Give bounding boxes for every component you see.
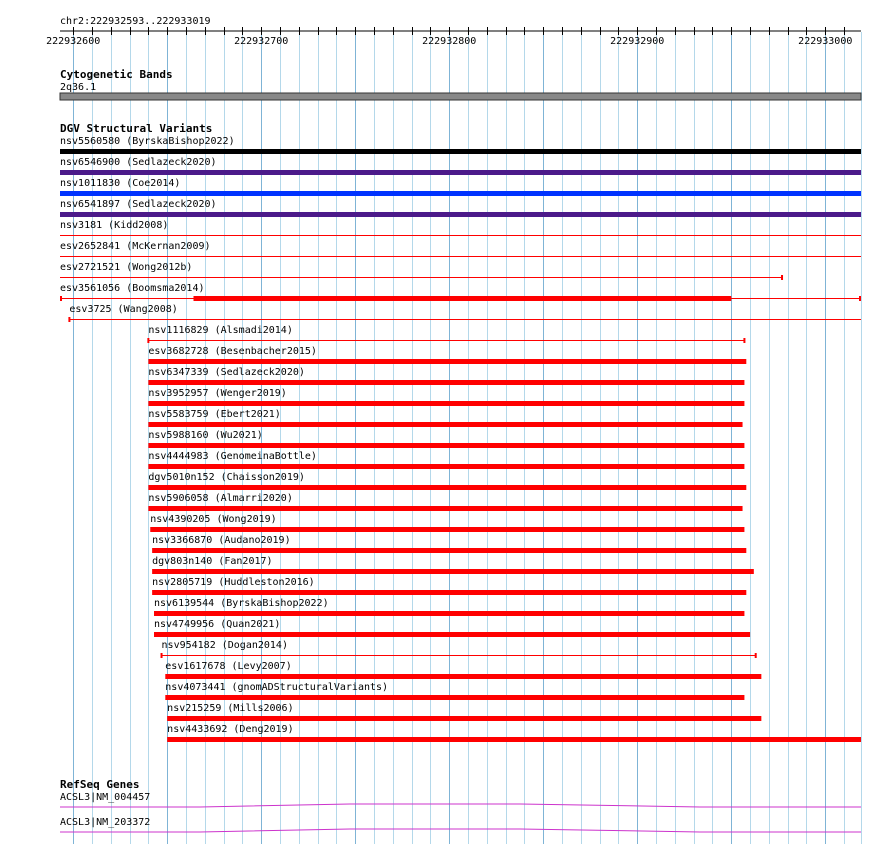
dgv-variant[interactable]	[150, 514, 744, 532]
variant-label: dgv803n140 (Fan2017)	[152, 556, 273, 567]
variant-bar[interactable]	[154, 611, 744, 616]
gene-label: ACSL3|NM_203372	[60, 817, 151, 828]
dgv-variant[interactable]	[60, 283, 861, 301]
variant-label: nsv5906058 (Almarri2020)	[148, 493, 293, 504]
variant-label: nsv5988160 (Wu2021)	[148, 430, 263, 441]
variant-label: nsv4749956 (Quan2021)	[154, 619, 281, 630]
dgv-variant[interactable]	[148, 409, 742, 427]
variant-thick-segment[interactable]	[194, 296, 732, 301]
ruler-label: 222932700	[234, 36, 289, 47]
dgv-variant[interactable]	[148, 388, 744, 406]
variant-end-cap	[743, 338, 745, 343]
variant-label: nsv5560580 (ByrskaBishop2022)	[60, 136, 235, 147]
variant-label: nsv5583759 (Ebert2021)	[148, 409, 281, 420]
variant-bar[interactable]	[60, 212, 861, 217]
variant-label: esv2721521 (Wong2012b)	[60, 262, 193, 273]
track-title-cytobands: Cytogenetic Bands	[60, 68, 173, 81]
ruler-label: 222932900	[610, 36, 665, 47]
variant-end-cap	[755, 653, 757, 658]
dgv-variant[interactable]	[68, 304, 861, 322]
variant-bar[interactable]	[148, 401, 744, 406]
variant-label: nsv4073441 (gnomADStructuralVariants)	[165, 682, 389, 693]
variant-end-cap	[68, 317, 70, 322]
dgv-structural-variants-track	[60, 122, 861, 742]
dgv-variant[interactable]	[60, 220, 861, 236]
variant-end-cap	[859, 296, 861, 301]
ruler-label: 222932600	[46, 36, 101, 47]
dgv-variant[interactable]	[165, 661, 761, 679]
dgv-variant[interactable]	[60, 136, 861, 154]
ruler-label: 222932800	[422, 36, 477, 47]
variant-label: nsv4444983 (GenomeinaBottle)	[148, 451, 317, 462]
variant-bar[interactable]	[148, 443, 744, 448]
dgv-variant[interactable]	[165, 682, 744, 700]
variant-bar[interactable]	[167, 716, 761, 721]
variant-label: dgv5010n152 (Chaisson2019)	[148, 472, 305, 483]
variant-bar[interactable]	[148, 380, 744, 385]
dgv-variant[interactable]	[161, 640, 757, 658]
variant-bar[interactable]	[150, 527, 744, 532]
variant-label: nsv4433692 (Deng2019)	[167, 724, 294, 735]
variant-bar[interactable]	[148, 464, 744, 469]
variant-bar[interactable]	[148, 506, 742, 511]
variant-label: esv1617678 (Levy2007)	[165, 661, 292, 672]
gene-line[interactable]	[60, 804, 861, 807]
variant-end-cap	[60, 296, 62, 301]
variant-bar[interactable]	[152, 590, 746, 595]
variant-label: nsv4390205 (Wong2019)	[150, 514, 277, 525]
dgv-variant[interactable]	[60, 199, 861, 217]
refseq-gene[interactable]	[60, 792, 861, 807]
variant-label: nsv6347339 (Sedlazeck2020)	[148, 367, 305, 378]
dgv-variant[interactable]	[167, 724, 861, 742]
variant-label: nsv1116829 (Alsmadi2014)	[148, 325, 293, 336]
dgv-variant[interactable]	[152, 556, 754, 574]
gene-label: ACSL3|NM_004457	[60, 792, 151, 803]
variant-label: nsv3952957 (Wenger2019)	[148, 388, 287, 399]
location-label: chr2:222932593..222933019	[60, 16, 211, 27]
cytogenetic-bands-track	[60, 68, 861, 100]
variant-label: esv3725 (Wang2008)	[69, 304, 178, 315]
ruler	[46, 16, 861, 47]
band-label: 2q36.1	[60, 82, 97, 93]
dgv-variant[interactable]	[148, 430, 744, 448]
variant-bar[interactable]	[60, 191, 861, 196]
variant-bar[interactable]	[154, 632, 750, 637]
variant-bar[interactable]	[60, 170, 861, 175]
variant-bar[interactable]	[152, 548, 746, 553]
refseq-genes-track	[60, 778, 861, 832]
refseq-gene[interactable]	[60, 817, 861, 832]
dgv-variant[interactable]	[167, 703, 761, 721]
variant-label: nsv6546900 (Sedlazeck2020)	[60, 157, 217, 168]
variant-end-cap	[781, 275, 783, 280]
variant-label: nsv1011830 (Coe2014)	[60, 178, 181, 189]
variant-label: esv3561056 (Boomsma2014)	[60, 283, 205, 294]
variant-bar[interactable]	[148, 422, 742, 427]
variant-label: nsv954182 (Dogan2014)	[161, 640, 288, 651]
variant-bar[interactable]	[148, 359, 746, 364]
variant-bar[interactable]	[152, 569, 754, 574]
dgv-variant[interactable]	[60, 157, 861, 175]
dgv-variant[interactable]	[60, 241, 861, 257]
variant-label: nsv3181 (Kidd2008)	[60, 220, 169, 231]
variant-label: nsv3366870 (Audano2019)	[152, 535, 291, 546]
variant-label: nsv6541897 (Sedlazeck2020)	[60, 199, 217, 210]
track-title-dgv: DGV Structural Variants	[60, 122, 213, 135]
dgv-variant[interactable]	[148, 367, 744, 385]
cytoband-bar[interactable]	[60, 93, 861, 100]
gene-line[interactable]	[60, 829, 861, 832]
variant-bar[interactable]	[148, 485, 746, 490]
variant-end-cap	[147, 338, 149, 343]
variant-label: esv2652841 (McKernan2009)	[60, 241, 211, 252]
ruler-label: 222933000	[798, 36, 853, 47]
variant-label: esv3682728 (Besenbacher2015)	[148, 346, 317, 357]
variant-bar[interactable]	[165, 674, 761, 679]
dgv-variant[interactable]	[60, 262, 783, 280]
dgv-variant[interactable]	[148, 451, 744, 469]
dgv-variant[interactable]	[148, 493, 742, 511]
dgv-variant[interactable]	[60, 178, 861, 196]
variant-label: nsv2805719 (Huddleston2016)	[152, 577, 315, 588]
variant-bar[interactable]	[167, 737, 861, 742]
variant-bar[interactable]	[165, 695, 744, 700]
dgv-variant[interactable]	[154, 619, 750, 637]
variant-label: nsv215259 (Mills2006)	[167, 703, 294, 714]
dgv-variant[interactable]	[147, 325, 745, 343]
variant-label: nsv6139544 (ByrskaBishop2022)	[154, 598, 329, 609]
track-title-refseq: RefSeq Genes	[60, 778, 140, 791]
variant-end-cap	[161, 653, 163, 658]
variant-bar[interactable]	[60, 149, 861, 154]
